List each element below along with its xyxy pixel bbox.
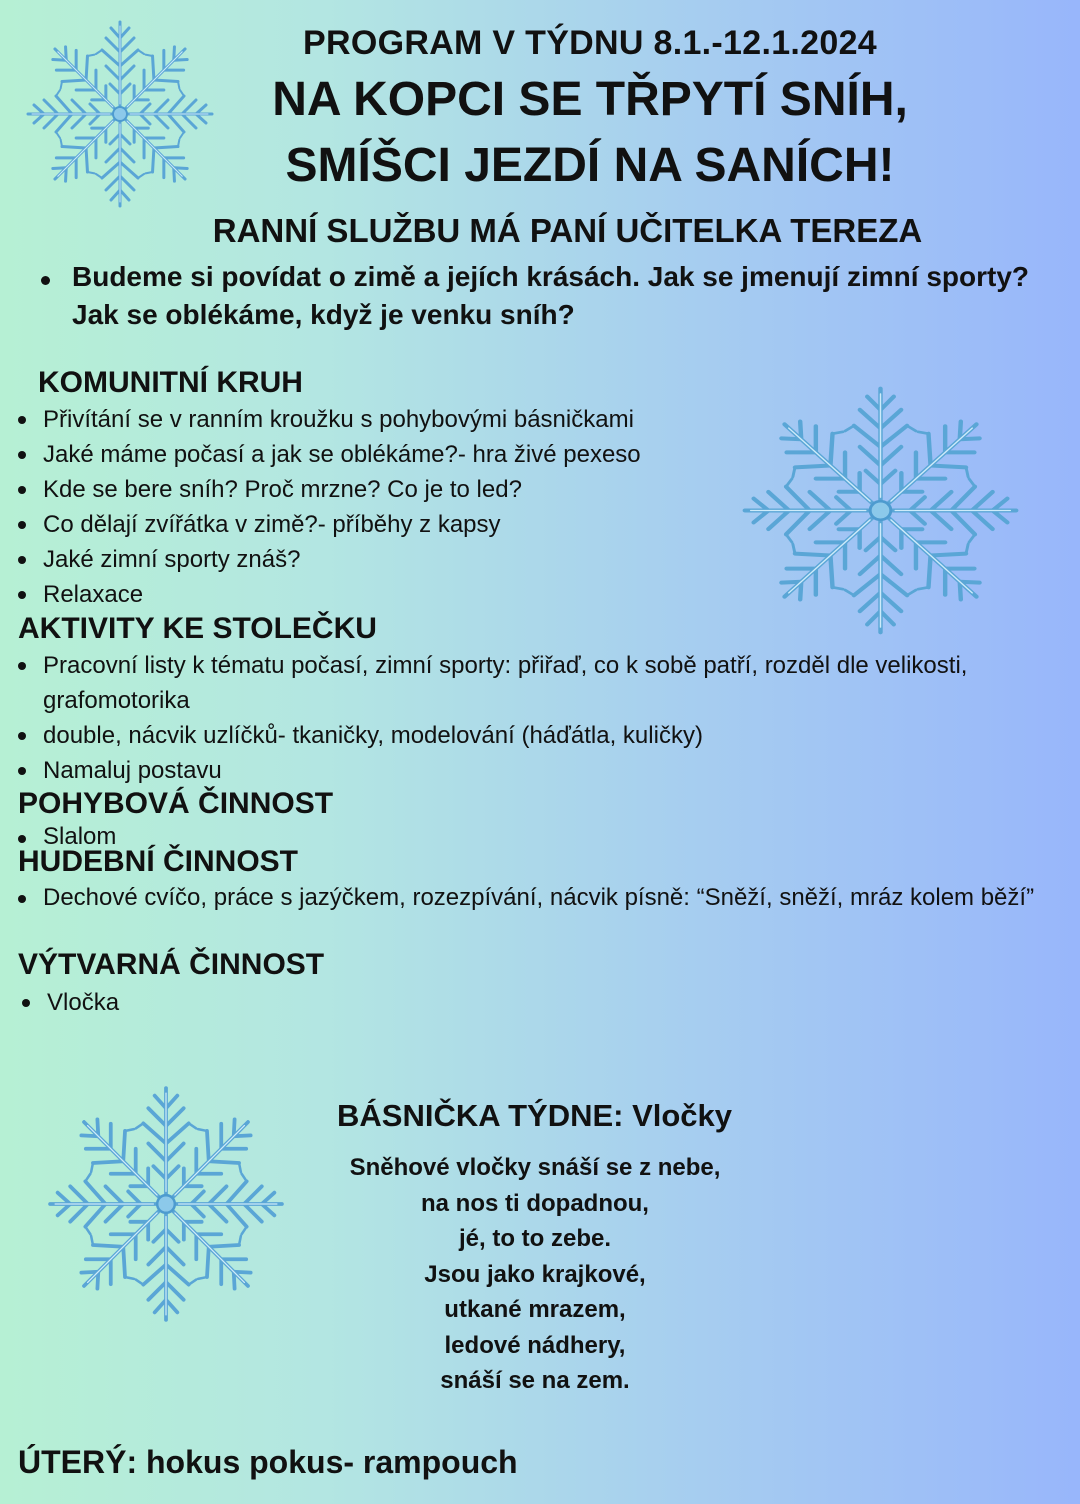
list-item: double, nácvik uzlíčků- tkaničky, modelování (háďátla, kuličky) [18, 718, 1068, 753]
aktivity-list [18, 648, 1068, 788]
list-item: Jaké máme počasí a jak se oblékáme?- hra živé pexeso [18, 437, 1068, 472]
footer-note: ÚTERÝ: hokus pokus- rampouch [18, 1444, 518, 1480]
section-heading-komunitni: KOMUNITNÍ KRUH [38, 366, 303, 399]
page-title-line1: NA KOPCI SE TŘPYTÍ SNÍH, [272, 73, 908, 126]
poem-text [300, 1150, 770, 1399]
snowflake-icon [40, 1078, 292, 1330]
list-item: Jaké zimní sporty znáš? [18, 542, 1068, 577]
poem-title: BÁSNIČKA TÝDNE: Vločky [337, 1098, 733, 1133]
vytvarna-list [22, 985, 1072, 1020]
list-item: Slalom [18, 821, 1068, 853]
list-item: Pracovní listy k tématu počasí, zimní sporty: přiřaď, co k sobě patří, rozděl dle velikosti, grafomotorika [18, 648, 1068, 718]
poem-line: utkané mrazem, [444, 1296, 626, 1323]
komunitni-list [18, 402, 1068, 612]
poem-line: na nos ti dopadnou, [421, 1189, 649, 1217]
list-item: Vločka [22, 985, 1072, 1020]
section-heading-hudebni: HUDEBNÍ ČINNOST [18, 845, 299, 878]
week-heading: PROGRAM V TÝDNU 8.1.-12.1.2024 [303, 24, 877, 62]
poem-line: Sněhové vločky snáší se z nebe, [349, 1154, 721, 1181]
hudebni-list [18, 881, 1068, 914]
list-item: Kde se bere sníh? Proč mrzne? Co je to led? [18, 472, 1068, 507]
intro-bullet-dot [41, 276, 50, 285]
poem-line: ledové nádhery, [444, 1331, 626, 1359]
list-item: Namaluj postavu [18, 753, 1068, 788]
section-heading-pohybova: POHYBOVÁ ČINNOST [18, 787, 334, 820]
poem-line: Jsou jako krajkové, [424, 1260, 646, 1288]
page-title-line2: SMÍŠCI JEZDÍ NA SANÍCH! [285, 139, 895, 192]
poem-line: jé, to to zebe. [458, 1225, 611, 1252]
list-item: Relaxace [18, 577, 1068, 612]
intro-text: Budeme si povídat o zimě a jejích krásách. Jak se jmenují zimní sporty? Jak se oblékáme, když je venku sníh? [72, 261, 1029, 330]
morning-duty-heading: RANNÍ SLUŽBU MÁ PANÍ UČITELKA TEREZA [212, 212, 923, 249]
list-item: Přivítání se v ranním kroužku s pohybovými básničkami [18, 402, 1068, 437]
list-item: Co dělají zvířátka v zimě?- příběhy z kapsy [18, 507, 1068, 542]
list-item: Dechové cvíčo, práce s jazýčkem, rozezpívání, nácvik písně: “Sněží, sněží, mráz kolem běží” [18, 881, 1068, 914]
section-heading-aktivity: AKTIVITY KE STOLEČKU [18, 612, 377, 645]
poem-line: snáší se na zem. [440, 1367, 630, 1394]
section-heading-vytvarna: VÝTVARNÁ ČINNOST [18, 948, 325, 981]
